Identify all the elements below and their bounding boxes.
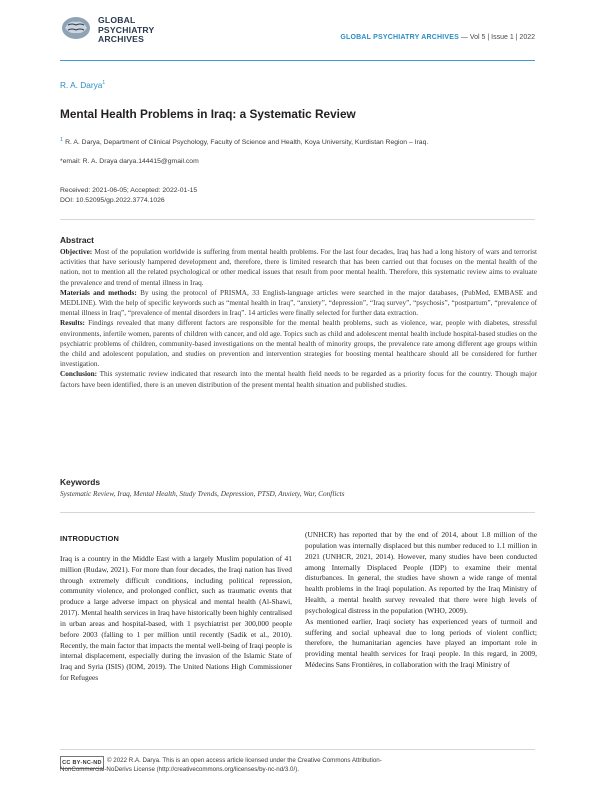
brain-logo-icon <box>60 14 94 44</box>
conclusion-label: Conclusion: <box>60 370 98 379</box>
logo-text <box>98 16 154 45</box>
author-superscript: 1 <box>102 80 106 86</box>
methods-label: Materials and methods: <box>60 288 137 297</box>
keywords-divider <box>60 512 535 513</box>
keywords-heading: Keywords <box>60 477 101 487</box>
header-divider <box>60 60 535 61</box>
affiliation <box>60 137 535 146</box>
abstract-methods <box>60 288 537 319</box>
affiliation-superscript: 1 <box>60 137 64 143</box>
license-line-1: © 2022 R.A. Darya. This is an open access article licensed under the Creative Commons Attribution- <box>107 757 382 764</box>
keywords-list: Systematic Review, Iraq, Mental Health, Study Trends, Depression, PTSD, Anxiety, War, Conflicts <box>60 489 345 498</box>
journal-logo <box>60 14 170 48</box>
article-title: Mental Health Problems in Iraq: a Systematic Review <box>60 107 356 121</box>
journal-name: GLOBAL PSYCHIATRY ARCHIVES <box>340 34 459 41</box>
doi-link[interactable]: DOI: 10.52095/gp.2022.3774.1026 <box>60 197 165 204</box>
author-name: R. A. Darya <box>60 80 103 90</box>
introduction-heading: INTRODUCTION <box>60 534 120 543</box>
dates-block <box>60 186 197 206</box>
abstract-results <box>60 318 537 369</box>
abstract-body <box>60 247 537 390</box>
body-column-right <box>305 530 537 671</box>
methods-text: By using the protocol of PRISMA, 33 English-language articles were searched in the major databases, (PubMed, EMBASE and MEDLINE). With the help of specific keywords such as “mental health in Iraq”, “anxiety”, “depression”, “Iraq survey”, “psychosis”, “postpartum”, “prevalence of mental illness in Iraq”, “prevalence of mental disorders in Iraq”. 14 articles were finally selected for further data extraction. <box>60 288 537 318</box>
results-text: Findings revealed that many different factors are responsible for the mental health problems, such as violence, war, people with diabetes, stressful environments, infertile women, parents of children with cancer, and old age. Topics such as child and adolescent mental health include hospital-based studies on the psychiatric problems of children, community-based investigations on the mental health of minority groups, the prevalence rate among different age groups within the child and adolescent population, and studies on prevention and intervention strategies for boosting mental healthcare should all be considered for further investigation. <box>60 319 537 369</box>
body-paragraph: (UNHCR) has reported that by the end of 2014, about 1.8 million of the population was internally displaced but this number reduced to 1.1 million in 2021 (UNHCR, 2021, 2014). However, many studies have been conducted among Internally Displaced People (IDP) to examine their mental disturbances. In general, the studies have shown a wide range of mental health problems in the Iraqi population. As reported by the Iraq Ministry of Health, a mental health survey revealed that there were high levels of psychological distress in the population (WHO, 2009). <box>305 530 537 615</box>
logo-line-3: ARCHIVES <box>98 34 145 45</box>
logo-line-1: GLOBAL <box>98 15 136 25</box>
body-paragraph: Iraq is a country in the Middle East with a largely Muslim population of 41 million (Rudaw, 2021). For more than four decades, the Iraqi nation has lived through extremely difficult conditions, including political repression, community violence, and prolonged conflict, such as traumatic events that produce a large adverse impact on physical and mental health (Al-Shawi, 2017). Mental health services in Iraq have historically been highly centralised in urban areas and hospital-based, with 1 psychiatrist per 300,000 people before 2003 (falling to 1 per million until recently (Sadik et al., 2010). Recently, the main factor that impacts the mental well-being of Iraqi people is internal displacement, especially during the invasion of the Islamic State of Iraq and Syria (ISIS) (IOM, 2019). The United Nations High Commissioner for Refugees <box>60 553 292 683</box>
results-label: Results: <box>60 319 85 328</box>
logo-line-2: PSYCHIATRY <box>98 24 155 35</box>
author-line <box>60 80 105 90</box>
conclusion-text: This systematic review indicated that research into the mental health field needs to be regarded as a priority focus for the country. Though major factors have been identified, there is an uneven distribution of the present mental health situation and published studies. <box>60 370 537 389</box>
objective-label: Objective: <box>60 248 93 256</box>
abstract-conclusion <box>60 369 537 389</box>
section-divider <box>60 219 535 220</box>
body-column-left <box>60 534 292 684</box>
footer-divider <box>60 749 535 750</box>
license-line-2[interactable]: NonCommercial-NoDerivs License (http://creativecommons.org/licenses/by-nc-nd/3.0/). <box>60 766 299 773</box>
received-dates: Received: 2021-06-05; Accepted: 2022-01-15 <box>60 187 198 194</box>
affiliation-text: R. A. Darya, Department of Clinical Psychology, Faculty of Science and Health, Koya University, Kurdistan Region – Iraq. <box>65 139 429 146</box>
cc-badge-text: CC BY-NC-ND <box>62 759 102 766</box>
abstract-objective <box>60 247 537 288</box>
abstract-heading: Abstract <box>60 235 94 245</box>
journal-meta: — Vol 5 | Issue 1 | 2022 <box>458 34 535 41</box>
journal-issue-line <box>340 34 535 41</box>
email-line[interactable]: *email: R. A. Draya darya.144415@gmail.com <box>60 158 199 165</box>
body-paragraph: As mentioned earlier, Iraqi society has experienced years of turmoil and suffering and social upheaval due to long periods of violent conflict; therefore, the humanitarian agencies have played an important role in providing mental health services for Iraqi people. In this regard, in 2009, Médecins Sans Frontières, in collaboration with the Iraqi Ministry of <box>305 616 537 670</box>
objective-text: Most of the population worldwide is suffering from mental health problems. For the last four decades, Iraq has had a long history of wars and terrorist activities that have seriously hampered development and, therefore, there is limited research that has been carried out that focuses on the mental health of the nation, not to mention all the related psychological or other medical issues that result from poor mental health. Therefore, this systematic review aims to evaluate the prevalence and trend of mental illness in Iraq. <box>60 248 537 287</box>
